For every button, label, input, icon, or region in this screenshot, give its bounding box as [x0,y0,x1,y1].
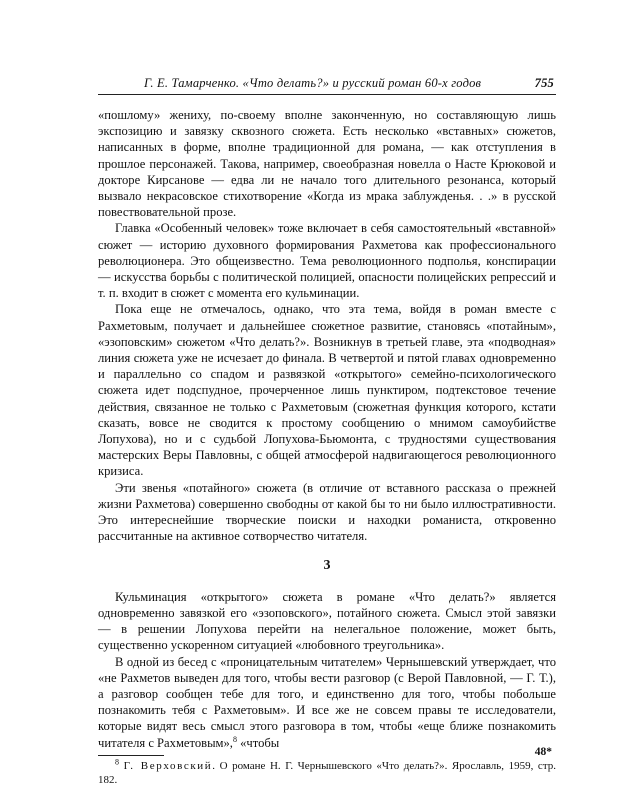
paragraph-6-text: В одной из бесед с «проницательным читателем» Чернышевский утверждает, что «не Рахметов выведен для того, чтобы вести разговор (с Верой Павловной, — Г. Т.), а разговор сообщен тебе для того, и единственно для того, чтобы побольше познакомить тебя с Рахметовым». И все же не совсем правы те исследователи, которые видят весь смысл этого разговора в том, чтобы «еще ближе познакомить читателя с Рахметовым», [98,654,556,750]
paragraph-6-tail: «чтобы [236,735,280,750]
paragraph-2: Главка «Особенный человек» тоже включает в себя самостоятельный «вставной» сюжет — историю духовного формирования Рахметова как профессионального революционера. Это общеизвестно. Тема революционного подполья, конспирации — искусства борьбы с политической полицией, опасности полицейских репрессий и т. п. входит в сюжет с момента его кульминации. [98,221,556,301]
paragraph-5: Кульминация «открытого» сюжета в романе «Что делать?» является одновременно завязкой его «эзоповского», потайного сюжета. Смысл этой завязки — в решении Лопухова перейти на нелегальное положение, может быть, существенно ускоренном ситуацией «любовного треугольника». [98,589,556,653]
footnote-divider [98,755,164,756]
body-text [98,107,556,787]
footnote-marker: 8 [115,757,119,767]
footnote-author: Г. Верховский [123,759,213,772]
footnote-ref: 8 [232,734,237,744]
footnote-text: . О романе Н. Г. Чернышевского «Что делать?». Ярославль, 1959, стр. 182. [98,759,557,786]
paragraph-1: «пошлому» жениху, по-своему вполне законченную, но составляющую лишь экспозицию и завязку сквозного сюжета. Есть несколько «вставных» сюжетов, написанных в форме, вполне традиционной для романа, — как отступления в прошлое персонажей. Такова, например, своеобразная новелла о Насте Крюковой и докторе Кирсанове — едва ли не начало того длительного резонанса, который вызвало некрасовское стихотворение «Когда из мрака заблужденья. . .» в русской повествовательной прозе. [98,108,556,220]
section-number: 3 [323,558,331,574]
footnote [98,759,556,787]
running-head [98,74,556,95]
paragraph-3: Пока еще не отмечалось, однако, что эта тема, войдя в роман вместе с Рахметовым, получает и дальнейшее сюжетное развитие, становясь «потайным», «эзоповским» сюжетом «Что делать?». Возникнув в третьей главе, эта «подводная» линия сюжета уже не исчезает до финала. В четвертой и пятой главах одновременно и параллельно со спадом и развязкой «открытого» семейно-психологического сюжета идет подспудное, прочерченное лишь пунктиром, подтекстовое течение действия, связанное не только с Рахметовым (сюжетная функция которого, кстати сказать, вовсе не сводится к простому сообщению о мнимом самоубийстве Лопухова), но и с судьбой Лопухова-Бьюмонта, с трудностями существования мастерских Веры Павловны, с общей атмосферой надвигающегося революционного кризиса. [98,302,556,479]
paragraph-4: Эти звенья «потайного» сюжета (в отличие от вставного рассказа о прежней жизни Рахметова) совершенно свободны от какой бы то ни было иллюстративности. Это интереснейшие творческие поиски и находки романиста, откровенно рассчитанные на активное сотворчество читателя. [98,480,556,544]
paragraph-6 [98,654,556,751]
page [98,74,556,787]
running-head-title: Г. Е. Тамарченко. «Что делать?» и русский роман 60-х годов [144,76,482,90]
printer-signature: 48* [534,746,552,758]
page-number: 755 [534,76,554,90]
